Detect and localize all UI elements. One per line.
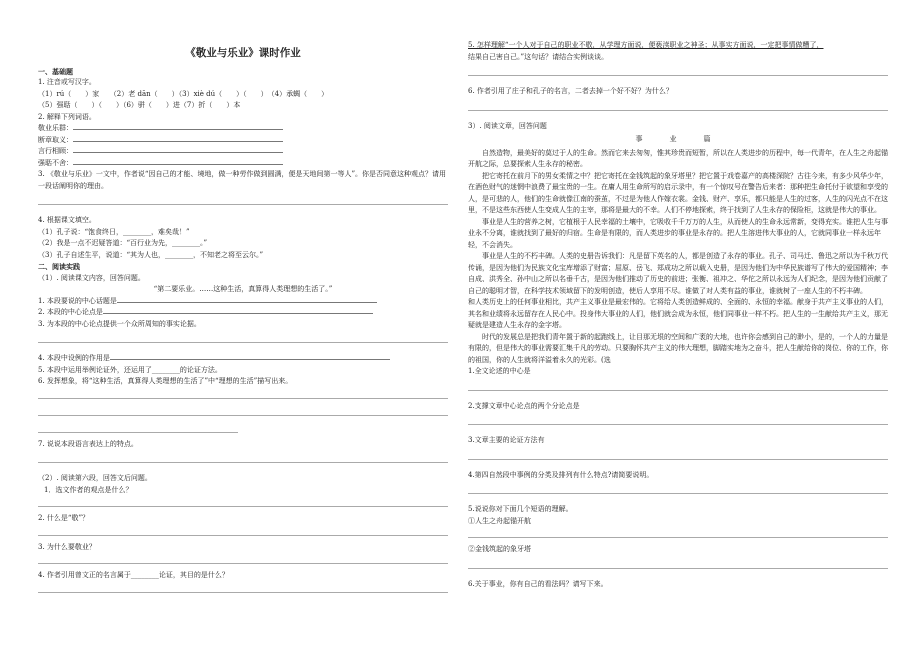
- answer-line[interactable]: [38, 405, 448, 416]
- question-5-line-b: 结果自己害自己。”这句话？请结合实例谈谈。: [468, 52, 609, 61]
- essay-title: 事 业 篇: [635, 135, 721, 143]
- question-5-line-a: 5. 怎样理解“一个人对于自己的职业不敬，从学理方面说，便亵渎职业之神圣；从事实方面说，一定把事情做糟了，: [468, 41, 824, 49]
- question-1: 1. 注音或写汉字。: [38, 78, 96, 86]
- answer-line[interactable]: [468, 63, 888, 76]
- r1-question-5: 5. 本段中运用举例论证外，还运用了________的论证方法。: [38, 365, 222, 374]
- reading-3-instruction: 3）. 阅读文章，回答问题: [468, 121, 547, 130]
- answer-line[interactable]: [38, 553, 448, 564]
- reading-1-instruction: （1）. 阅读课文内容，回答问题。: [38, 273, 145, 282]
- essay-question-3: 3.文章主要的论证方法有: [468, 436, 545, 444]
- r2-question-2: 2. 什么是“敬”？: [38, 514, 90, 522]
- answer-line[interactable]: [38, 422, 238, 433]
- answer-line[interactable]: [38, 496, 448, 507]
- essay-paragraph-5: 和人类历史上的任何事业相比，共产主义事业是最宏伟的。它将给人类创造鲜成的、全面的、永恒的幸福。献身于共产主义事业的人们，其名和业绩将永远留存在人民心中。投身伟大事业的人们，他们就会成为永恒，他们同事业一样不朽。把人生的一生献给共产主义，那无疑就是建造人生永存的金字塔。: [468, 298, 888, 329]
- answer-line[interactable]: [468, 481, 888, 494]
- q2-term-4: 强聒不舍：: [38, 158, 448, 170]
- r1-question-3: 3. 为本段的中心论点提供一个众所周知的事实论据。: [38, 319, 201, 328]
- q4-item-3: （3）孔子自述生平，说道：“其为人也，________，不知老之将至云尔。”: [38, 250, 264, 259]
- question-1-line-b: （5）强聒（ ）（ ）（6）骈（ ）进（7）折（ ）本: [38, 101, 241, 109]
- r1-question-6: 6. 发挥想象，将“这种生活，真算得人类理想的生活了”中“理想的生活”描写出来。: [38, 377, 293, 385]
- answer-line[interactable]: [38, 525, 448, 536]
- essay-paragraph-6: 时代的发展总是把我们青年置于新的起跑线上，让目那无垠的空间和广袤的大地，也许你会感到自己的渺小，是的，一个人的力量是有限的，但是伟大的事业需要汇集千凡的劳动。只要胸怀共产主义的伟大理想，脚踏实地为之奋斗，把人生献给你的岗位、你的工作，你的祖国，你的人生就将洋溢着永久的光彩。(选: [468, 332, 888, 364]
- essay-paragraph-1: 自然造物，最美好的莫过于人的生命。然而它来去匆匆，惟其珍贵而短暂，所以在人类进步的历程中，每一代青年，在人生之舟起锚开航之际，总要探索人生永存的秘密。: [468, 148, 888, 168]
- essay-question-4: 4.第四自然段中事例的分类及排列有什么特点?请简要说明。: [468, 470, 654, 479]
- q2-term-1: 敬业乐群：: [38, 123, 448, 135]
- q2-term-2: 断章取义：: [38, 135, 448, 147]
- right-column: [468, 40, 888, 590]
- answer-line[interactable]: [38, 450, 448, 463]
- answer-line[interactable]: [468, 378, 888, 391]
- essay-paragraph-2: 把它寄托在前月下的男女柔情之中？把它寄托在金钱筑起的象牙塔里？把它置于戏卷嘉产的高楼深院？古往今来，有多少风华少年，在酒色财气的迷惘中浪费了最宝贵的一生。在庸人用生命所写的启示录中，有一个惊叹号在警告后来者：那种把生命托付于欲望和享受的人，是可悲的人，他们的生命就像江南的蚕茧，不过是为他人作嫁衣裳。金钱、财产、享乐，都只能是人生的过客，人生的闪光点不在这里，不是这些东西使人生变成人生的主宰，那将是最大的不幸。人们不停地探索，终于找到了人生永存的保险柜，这就是伟大的事业。: [468, 171, 888, 214]
- answer-line[interactable]: [468, 447, 888, 460]
- r2-question-3: 3. 为什么要敬业？: [38, 542, 96, 551]
- r2-question-1: 1．选文作者的观点是什么？: [44, 485, 133, 494]
- question-2: 2. 解释下列词语。: [38, 112, 96, 121]
- q2-term-3: 言行相顾：: [38, 146, 448, 158]
- essay-paragraph-4: 事业是人生的不朽丰碑。人类的史册告诉我们：凡是留下英名的人，都是创造了永存的事业。孔子、司马迁、鲁迅之所以为千秋万代传诵，是因为他们为民族文化宝库增添了财富；屈原、岳飞、郑成功之所以载入史册，是因为他们为中华民族谱写了伟大的爱国精神；李自成、洪秀全、孙中山之所以名垂千古，是因为他们推动了历史的前进；张衡、祖冲之、华佗之所以永远为人们纪念，是因为他们贡献了自己的聪明才智，在科学技术领域留下的发明创造，使后人享用不尽。谁做了对人类有益的事业，谁就树了一座人生的不朽丰碑。: [468, 252, 888, 295]
- essay-question-5-item-2: ②金钱筑起的象牙塔: [468, 545, 531, 553]
- essay-question-2: 2.支撑文章中心论点的两个分论点是: [468, 401, 580, 410]
- essay-question-1: 1.全文论述的中心是: [468, 367, 531, 375]
- answer-line[interactable]: [38, 582, 448, 593]
- question-3: 3. 《敬业与乐业》一文中，作者说“因自己的才能、境地，做一种劳作做到圆满，便是天地间第一等人”。你是否同意这种观点？请用一段话阐明你的理由。: [38, 170, 447, 190]
- r1-question-4: 4. 本段中设例的作用是: [38, 353, 448, 365]
- reading-1-quote: “第二要乐业。……这种生活，真算得人类理想的生活了。”: [153, 285, 333, 293]
- answer-line[interactable]: [38, 388, 448, 399]
- essay-paragraph-3: 事业是人生的营养之树，它植根于人民幸福的土壤中，它吸收千千万万的人生，从而使人的生命永远常新，变得充实。谁把人生与事业永不分离，谁就找到了最好的归宿。生命是有限的，而人类进步的事业是永存的。把人生溶进伟大事业的人，它就同事业一样永远年轻，不会消失。: [468, 217, 888, 249]
- question-6: 6. 作者引用了庄子和孔子的名言，二者去掉一个好不好？为什么？: [468, 87, 673, 95]
- r1-question-1: 1. 本段要说的中心话题是: [38, 296, 448, 308]
- answer-line[interactable]: [468, 412, 888, 425]
- essay-question-5-item-1: ①人生之舟起锚开航: [468, 516, 531, 525]
- answer-line[interactable]: [468, 527, 888, 538]
- q4-item-1: （1）孔子说：“饱食终日，________，难矣哉！”: [38, 227, 190, 236]
- q4-item-2: （2）我是一点不迟疑答道：“百行业为先，________。”: [38, 239, 208, 247]
- r2-question-4: 4. 作者引用曾文正的名言属于________论证，其目的是什么？: [38, 571, 229, 579]
- answer-line[interactable]: [468, 98, 888, 111]
- r1-question-7: 7. 说说本段语言表达上的特点。: [38, 439, 138, 448]
- answer-line[interactable]: [468, 556, 888, 569]
- reading-2-instruction: （2）. 阅读第六段，回答文后问题。: [38, 474, 152, 482]
- section-reading: 二、阅读实践: [38, 262, 80, 271]
- essay-question-5: 5.说说你对下面几个短语的理解。: [468, 505, 573, 513]
- question-4: 4. 根据课文填空。: [38, 216, 96, 224]
- essay-question-6: 6.关于事业，你有自己的看法吗？请写下来。: [468, 579, 608, 588]
- left-column: [38, 0, 448, 599]
- page-title: 《敬业与乐业》课时作业: [185, 47, 301, 59]
- answer-line[interactable]: [38, 330, 448, 343]
- r1-question-2: 2. 本段的中心论点是: [38, 307, 448, 319]
- section-basic: 一、基础题: [38, 66, 73, 76]
- answer-line[interactable]: [38, 192, 448, 205]
- question-1-line-a: （1）rú（ ）家 （2）老 dān（ ）（3）xiè dú（ ）（ ） （4）承蜩（ ）: [38, 89, 329, 98]
